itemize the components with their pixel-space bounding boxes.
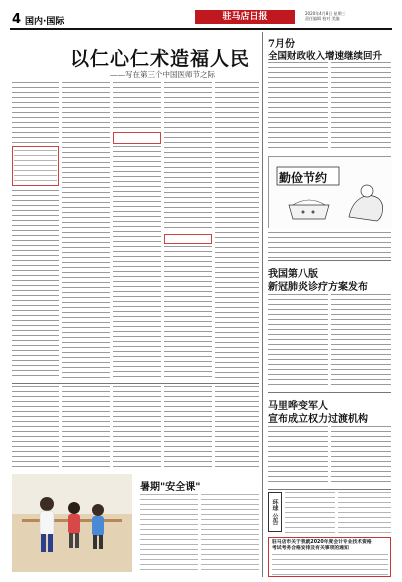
text-column [331,294,391,389]
divider [268,260,391,261]
header-rule [10,28,392,30]
right-top-headline: 全国财政收入增速继续回升 [268,51,383,62]
masthead-logo: 驻马店日报 [195,10,295,24]
notice-ad [268,537,391,577]
divider [268,392,391,393]
column-divider [262,32,263,577]
issue-editors: 责任编辑 校对 美编 [305,16,340,21]
text-column [62,386,110,470]
cartoon-illustration [268,156,391,228]
text-column [14,150,57,184]
issue-meta [305,11,390,21]
subhead-box [164,234,212,244]
text-column [164,386,212,470]
text-column [113,82,161,130]
photo-scene [12,474,132,572]
lead-subheadline: ——写在第三个中国医师节之际 [110,70,215,79]
text-column [215,82,259,380]
page-header [0,0,402,30]
section-name: 国内·国际 [25,17,65,27]
text-column [331,62,391,152]
lead-headline: 以仁心仁术造福人民 [70,48,251,70]
text-column [201,494,259,574]
text-column [12,190,59,380]
text-column [12,386,59,470]
notice-title-line1: 驻马店市关于我就2020年度会计专业技术资格 [272,540,372,545]
text-column [331,426,391,486]
text-column [140,494,198,574]
cartoon-title: 勤俭节约 [279,171,328,185]
right-top-kicker: 7月份 [268,39,295,50]
text-column [268,62,328,152]
text-column [113,386,161,470]
cartoon-drawing [269,157,392,229]
right-mid-headline-line1: 我国第八版 [268,269,318,280]
text-column [268,426,328,486]
text-column [285,492,335,534]
text-column [164,82,212,232]
issue-date: 2020年4月8日 星期三 [305,11,346,16]
text-column [12,82,59,144]
divider [12,383,259,384]
text-column [268,294,328,389]
sidebar-label: 环球 公告 [268,492,282,532]
photo-caption-title: 暑期"安全课" [140,482,201,493]
text-column [164,246,212,380]
right-low-headline-line2: 宣布成立权力过渡机构 [268,414,368,425]
text-column [268,232,391,258]
right-mid-headline-line2: 新冠肺炎诊疗方案发布 [268,282,368,293]
text-column [62,82,110,380]
page-number: 4 [12,12,22,27]
divider [268,489,391,490]
text-column [215,386,259,470]
news-photo [12,474,132,572]
right-low-headline-line1: 马里哗变军人 [268,401,328,412]
notice-title-line2: 考试考务合格安排及有关事项的通知 [272,546,349,551]
notice-body [272,554,388,576]
subhead-box [113,132,161,144]
text-column [113,146,161,380]
text-column [338,492,391,534]
